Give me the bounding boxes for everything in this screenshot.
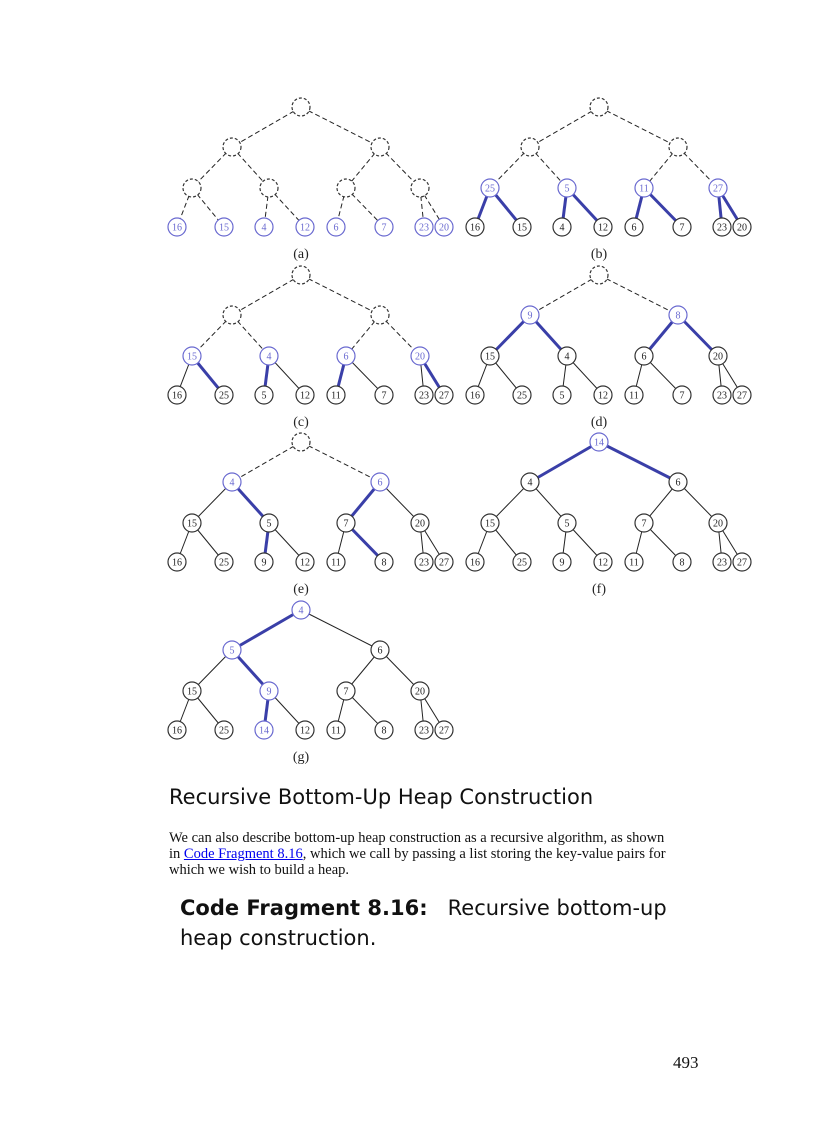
node-value: 11 (639, 183, 649, 195)
panel-label: (c) (293, 415, 309, 430)
node-value: 11 (629, 557, 639, 569)
node-value: 9 (559, 557, 565, 569)
node-value: 6 (641, 351, 647, 363)
node-value: 14 (594, 437, 604, 449)
tree-edge (301, 107, 380, 147)
panel-0 (168, 98, 453, 262)
node-value: 4 (564, 351, 570, 363)
heap-node (521, 138, 539, 156)
node-value: 27 (737, 390, 747, 402)
tree-edge (599, 442, 678, 482)
heap-node (292, 98, 310, 116)
heap-node (669, 138, 687, 156)
node-value: 16 (470, 557, 480, 569)
node-value: 16 (172, 222, 182, 234)
panel-label: (e) (293, 582, 309, 597)
node-value: 6 (377, 645, 383, 657)
node-value: 7 (679, 390, 685, 402)
node-value: 23 (717, 222, 727, 234)
node-value: 15 (187, 518, 197, 530)
node-value: 9 (266, 686, 272, 698)
node-value: 27 (439, 725, 449, 737)
node-value: 5 (564, 183, 570, 195)
node-value: 6 (343, 351, 349, 363)
heap-node (590, 98, 608, 116)
tree-edge (530, 275, 599, 315)
node-value: 16 (172, 390, 182, 402)
node-value: 20 (439, 222, 449, 234)
heap-node (371, 138, 389, 156)
node-value: 12 (300, 390, 310, 402)
panel-label: (d) (590, 415, 608, 430)
tree-edge (301, 275, 380, 315)
tree-edge (599, 107, 678, 147)
tree-edge (301, 442, 380, 482)
node-value: 27 (737, 557, 747, 569)
node-value: 20 (415, 518, 425, 530)
node-value: 23 (717, 557, 727, 569)
node-value: 8 (381, 725, 387, 737)
node-value: 25 (219, 725, 229, 737)
node-value: 12 (598, 390, 608, 402)
node-value: 20 (415, 686, 425, 698)
panel-5 (466, 433, 751, 597)
node-value: 12 (300, 557, 310, 569)
panel-label: (b) (590, 247, 608, 262)
caption-text: Recursive bottom-up heap construction. (180, 896, 667, 950)
heap-node (223, 306, 241, 324)
node-value: 15 (187, 351, 197, 363)
node-value: 27 (439, 557, 449, 569)
node-value: 6 (675, 477, 681, 489)
node-value: 5 (559, 390, 565, 402)
heap-node (223, 138, 241, 156)
paragraph-text-end: , which we call by passing a list storing the key-value pairs for which we wish to build a heap. (169, 846, 666, 878)
node-value: 12 (300, 725, 310, 737)
node-value: 6 (377, 477, 383, 489)
node-value: 27 (713, 183, 723, 195)
node-value: 7 (343, 686, 349, 698)
panel-label: (g) (292, 750, 310, 765)
node-value: 15 (187, 686, 197, 698)
code-fragment-caption (180, 893, 700, 953)
node-value: 25 (517, 557, 527, 569)
node-value: 4 (527, 477, 533, 489)
node-value: 23 (419, 557, 429, 569)
node-value: 4 (298, 605, 304, 617)
code-fragment-link[interactable]: Code Fragment 8.16 (183, 846, 303, 862)
panel-2 (168, 266, 453, 430)
heap-node (260, 179, 278, 197)
tree-edge (530, 107, 599, 147)
heap-construction-diagram (160, 95, 760, 765)
node-value: 15 (485, 351, 495, 363)
node-value: 6 (631, 222, 637, 234)
panel-6 (168, 601, 453, 765)
heap-node (590, 266, 608, 284)
node-value: 15 (517, 222, 527, 234)
node-value: 12 (598, 557, 608, 569)
node-value: 8 (675, 310, 681, 322)
panel-1 (466, 98, 751, 262)
node-value: 7 (381, 222, 387, 234)
node-value: 20 (713, 351, 723, 363)
node-value: 7 (343, 518, 349, 530)
panel-label: (a) (293, 247, 309, 262)
node-value: 11 (331, 725, 341, 737)
panel-label: (f) (592, 582, 606, 597)
heap-node (292, 266, 310, 284)
node-value: 25 (219, 557, 229, 569)
heap-node (292, 433, 310, 451)
node-value: 8 (679, 557, 685, 569)
node-value: 16 (172, 557, 182, 569)
node-value: 5 (229, 645, 235, 657)
node-value: 8 (381, 557, 387, 569)
caption-label: Code Fragment 8.16: (180, 896, 428, 920)
node-value: 27 (439, 390, 449, 402)
node-value: 11 (629, 390, 639, 402)
page-number: 493 (673, 1053, 699, 1072)
node-value: 12 (598, 222, 608, 234)
node-value: 11 (331, 390, 341, 402)
tree-edge (530, 442, 599, 482)
node-value: 14 (259, 725, 269, 737)
node-value: 20 (713, 518, 723, 530)
heap-node (371, 306, 389, 324)
node-value: 25 (219, 390, 229, 402)
node-value: 5 (564, 518, 570, 530)
heap-node (411, 179, 429, 197)
tree-edge (232, 610, 301, 650)
node-value: 4 (229, 477, 235, 489)
heap-construction-figure (160, 95, 760, 765)
node-value: 15 (219, 222, 229, 234)
tree-edge (232, 275, 301, 315)
node-value: 25 (517, 390, 527, 402)
node-value: 23 (419, 725, 429, 737)
tree-edge (232, 442, 301, 482)
tree-edge (301, 610, 380, 650)
paragraph-text-start: We can also describe bottom-up heap construction as a recursive algorithm, as shown in (169, 830, 665, 862)
node-value: 23 (419, 390, 429, 402)
node-value: 7 (381, 390, 387, 402)
node-value: 16 (172, 725, 182, 737)
node-value: 15 (485, 518, 495, 530)
panel-3 (466, 266, 751, 430)
node-value: 16 (470, 390, 480, 402)
section-heading: Recursive Bottom-Up Heap Construction (169, 785, 594, 809)
node-value: 20 (415, 351, 425, 363)
node-value: 11 (331, 557, 341, 569)
node-value: 4 (261, 222, 267, 234)
node-value: 12 (300, 222, 310, 234)
node-value: 7 (641, 518, 647, 530)
node-value: 7 (679, 222, 685, 234)
node-value: 25 (485, 183, 495, 195)
panel-4 (168, 433, 453, 597)
node-value: 4 (559, 222, 565, 234)
node-value: 16 (470, 222, 480, 234)
node-value: 6 (333, 222, 339, 234)
node-value: 4 (266, 351, 272, 363)
node-value: 9 (527, 310, 533, 322)
node-value: 23 (419, 222, 429, 234)
body-paragraph (169, 830, 669, 878)
tree-edge (599, 275, 678, 315)
node-value: 9 (261, 557, 267, 569)
node-value: 5 (266, 518, 272, 530)
tree-edge (232, 107, 301, 147)
heap-node (183, 179, 201, 197)
node-value: 5 (261, 390, 267, 402)
node-value: 20 (737, 222, 747, 234)
node-value: 23 (717, 390, 727, 402)
heap-node (337, 179, 355, 197)
